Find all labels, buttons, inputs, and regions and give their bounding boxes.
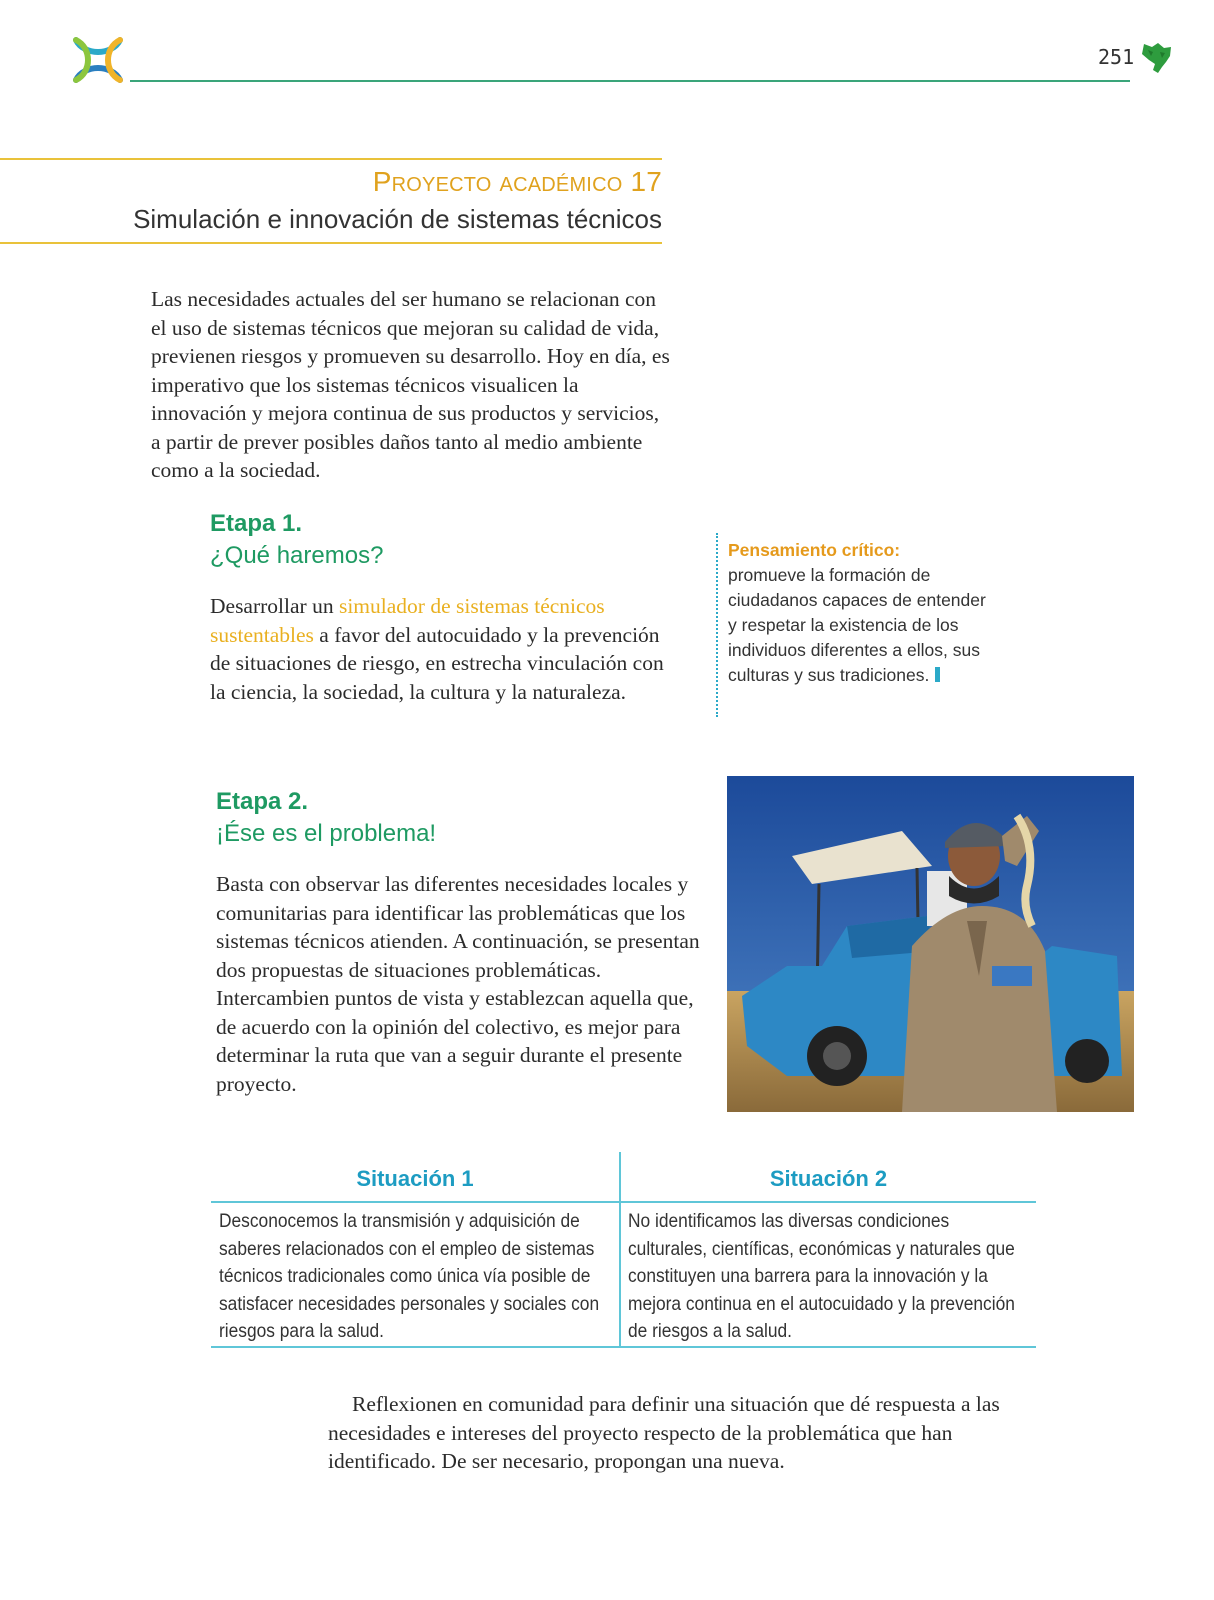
stage2-label: Etapa 2. — [216, 788, 309, 815]
stage1-label: Etapa 1. — [210, 510, 303, 537]
stage1-paragraph — [210, 592, 680, 706]
stage1-highlight: simulador de sistemas técnicos sustentables — [210, 594, 605, 647]
stage2-paragraph: Basta con observar las diferentes necesidades locales y comunitarias para identificar las problemáticas que los sistemas técnicos atienden. A continuación, se presentan dos propuestas de situaciones problemáticas. Intercambien puntos de vista y establezcan aquella que, de acuerdo con la opinión del colectivo, es mejor para determinar la ruta que van a seguir durante el presente proyecto. — [216, 872, 700, 1096]
critical-thinking-note — [728, 538, 988, 688]
sidebar-dotted-rule — [716, 533, 718, 717]
project-label: Proyecto académico 17 — [372, 166, 662, 197]
table-bottom-rule — [211, 1346, 1036, 1348]
situation1-text: Desconocemos la transmisión y adquisición de saberes relacionados con el empleo de sistemas técnicos tradicionales como única vía posible de satisfacer necesidades personales y sociales con riesgos para la salud. — [219, 1210, 600, 1342]
header-rule — [130, 80, 1130, 82]
stage2-heading: ¡Ése es el problema! — [216, 820, 437, 847]
end-mark — [935, 667, 940, 682]
sidebar-body: promueve la formación de ciudadanos capaces de entender y respetar la existencia de los individuos diferentes a ellos, sus culturas y sus tradiciones. — [728, 565, 986, 685]
table-header-rule — [211, 1201, 1036, 1203]
title-rule-bottom — [0, 242, 662, 244]
stage1-question: ¿Qué haremos? — [210, 542, 384, 569]
intro-paragraph: Las necesidades actuales del ser humano se relacionan con el uso de sistemas técnicos que mejoran su calidad de vida, previenen riesgos y promueven su desarrollo. Hoy en día, es imperativo que los sistemas técnicos visualicen la innovación y mejora continua de sus productos y servicios, a partir de prever posibles daños tanto al medio ambiente como a la sociedad. — [151, 287, 670, 482]
situation2-title: Situación 2 — [769, 1166, 888, 1191]
green-blob-icon — [1138, 40, 1174, 76]
sidebar-title: Pensamiento crítico: — [728, 540, 901, 560]
interlocking-arcs-logo — [70, 34, 126, 86]
stage1-text-after: a favor del autocuidado y la prevención de situaciones de riesgo, en estrecha vinculación con la ciencia, la sociedad, la cultura y la naturaleza. — [210, 622, 664, 704]
closing-paragraph: Reflexionen en comunidad para definir una situación que dé respuesta a las necesidades e intereses del proyecto respecto de la problemática que han identificado. De ser necesario, propongan una nueva. — [328, 1392, 1000, 1473]
situation1-title: Situación 1 — [356, 1166, 474, 1191]
stage1-text-before: Desarrollar un — [210, 594, 339, 618]
title-rule-top — [0, 158, 662, 160]
farmer-harvester-photo — [727, 776, 1134, 1112]
page-number: 251 — [1098, 45, 1135, 69]
situation2-text: No identificamos las diversas condiciones culturales, científicas, económicas y naturales que constituyen una barrera para la innovación y la mejora continua en el autocuidado y la prevención de riesgos a la salud. — [628, 1210, 1015, 1342]
project-title: Simulación e innovación de sistemas técnicos — [133, 204, 662, 234]
